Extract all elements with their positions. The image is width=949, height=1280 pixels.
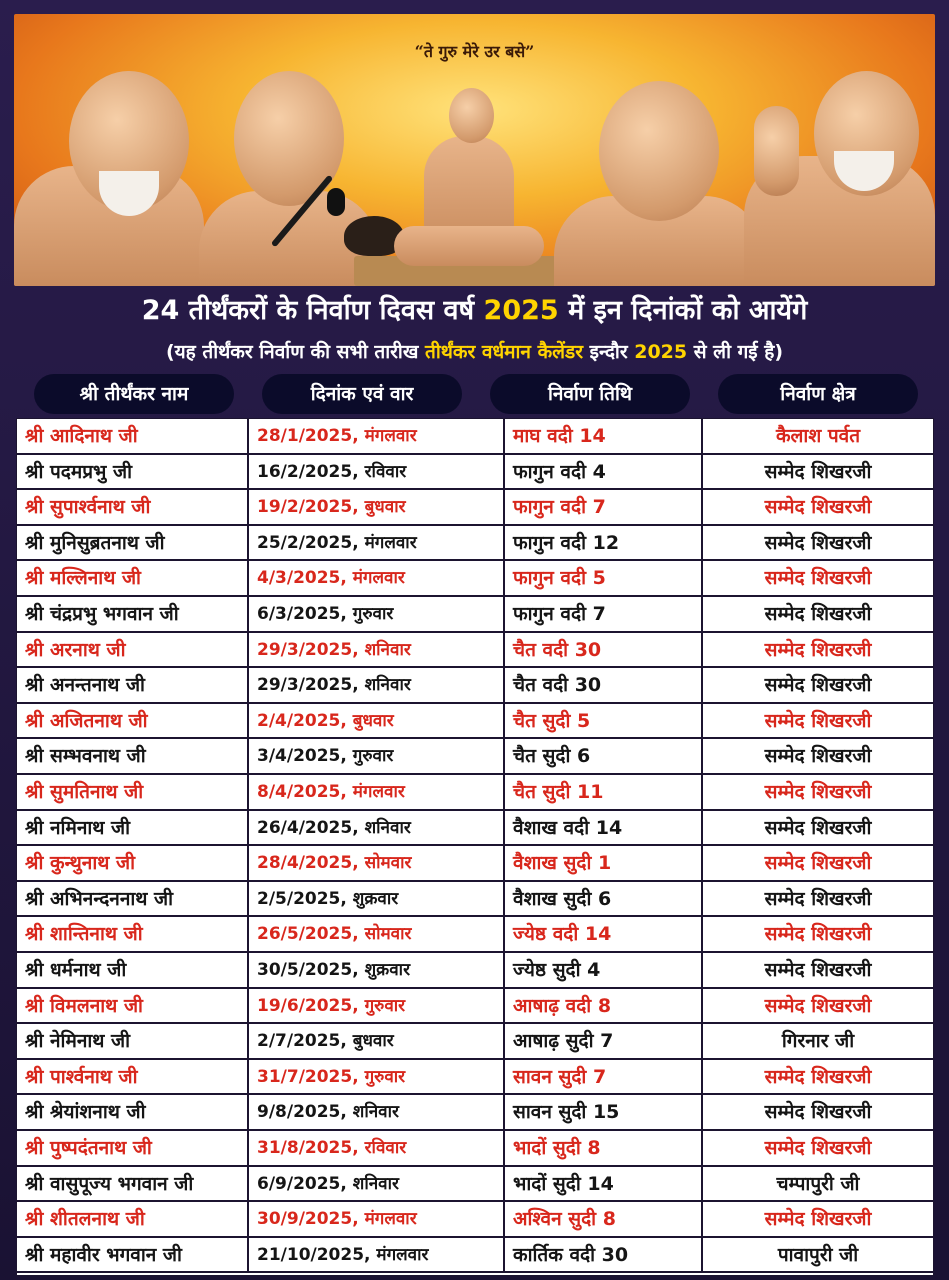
table-row: [17, 668, 933, 704]
place-cell: सम्मेद शिखरजी: [764, 1208, 872, 1231]
date-cell: 8/4/2025, मंगलवार: [249, 775, 505, 809]
tithi-cell: माघ वदी 14: [505, 419, 703, 453]
table-row: [17, 1131, 933, 1167]
tirthankar-name-cell: श्री पदमप्रभु जी: [17, 455, 249, 489]
table-row: [17, 846, 933, 882]
tirthankar-name-cell: श्री अजितनाथ जी: [17, 704, 249, 738]
place-cell: सम्मेद शिखरजी: [764, 923, 872, 946]
tithi-cell: भादों सुदी 8: [505, 1131, 703, 1165]
tirthankar-name-cell: श्री अनन्तनाथ जी: [17, 668, 249, 702]
place-cell: सम्मेद शिखरजी: [764, 781, 872, 803]
place-cell: पावापुरी जी: [777, 1243, 859, 1266]
tithi-cell: ज्येष्ठ सुदी 4: [505, 953, 703, 987]
subheadline-text-3: से ली गई है): [687, 341, 784, 363]
headline-year: 2025: [483, 295, 559, 326]
table-row: [17, 1167, 933, 1203]
tithi-cell: ज्येष्ठ वदी 14: [505, 917, 703, 951]
tirthankar-name-cell: श्री सुपार्श्वनाथ जी: [17, 490, 249, 524]
tithi-cell: वैशाख सुदी 6: [505, 882, 703, 916]
date-cell: 2/4/2025, बुधवार: [249, 704, 505, 738]
table-row: [17, 455, 933, 491]
guru-portrait-1: [14, 41, 204, 286]
place-cell: सम्मेद शिखरजी: [764, 496, 872, 519]
tirthankar-name-cell: श्री धर्मनाथ जी: [17, 953, 249, 987]
date-cell: 31/8/2025, रविवार: [249, 1131, 505, 1165]
tirthankar-name-cell: श्री श्रेयांशनाथ जी: [17, 1095, 249, 1129]
date-cell: 6/3/2025, गुरुवार: [249, 597, 505, 631]
tithi-cell: चैत वदी 30: [505, 668, 703, 702]
tithi-cell: अश्विन सुदी 8: [505, 1202, 703, 1236]
table-row: [17, 882, 933, 918]
table-row: [17, 1095, 933, 1131]
place-cell: सम्मेद शिखरजी: [764, 531, 872, 554]
table-row: [17, 1238, 933, 1274]
column-header-date: दिनांक एवं वार: [262, 374, 462, 414]
table-row: [17, 739, 933, 775]
tirthankar-name-cell: श्री शान्तिनाथ जी: [17, 917, 249, 951]
tirthankar-name-cell: श्री अरनाथ जी: [17, 633, 249, 667]
tithi-cell: आषाढ़ सुदी 7: [505, 1024, 703, 1058]
place-cell: सम्मेद शिखरजी: [764, 994, 872, 1017]
tirthankar-name-cell: श्री अभिनन्दननाथ जी: [17, 882, 249, 916]
place-cell: सम्मेद शिखरजी: [764, 638, 872, 661]
place-cell: सम्मेद शिखरजी: [764, 1065, 872, 1088]
date-cell: 21/10/2025, मंगलवार: [249, 1238, 505, 1272]
date-cell: 19/6/2025, गुरुवार: [249, 989, 505, 1023]
table-row: [17, 633, 933, 669]
tirthankar-name-cell: श्री नेमिनाथ जी: [17, 1024, 249, 1058]
tirthankar-name-cell: श्री महावीर भगवान जी: [17, 1238, 249, 1272]
date-cell: 30/9/2025, मंगलवार: [249, 1202, 505, 1236]
date-cell: 31/7/2025, गुरुवार: [249, 1060, 505, 1094]
table-row: [17, 704, 933, 740]
place-cell: सम्मेद शिखरजी: [764, 887, 872, 910]
place-cell: सम्मेद शिखरजी: [764, 1101, 872, 1124]
table-row: [17, 1060, 933, 1096]
tirthankar-name-cell: श्री वासुपूज्य भगवान जी: [17, 1167, 249, 1201]
subheadline-text-1: (यह तीर्थंकर निर्वाण की सभी तारीख: [165, 341, 426, 363]
tirthankar-name-cell: श्री सम्भवनाथ जी: [17, 739, 249, 773]
tithi-cell: फागुन वदी 7: [505, 597, 703, 631]
date-cell: 26/4/2025, शनिवार: [249, 811, 505, 845]
tithi-cell: आषाढ़ वदी 8: [505, 989, 703, 1023]
table-row: [17, 989, 933, 1025]
tithi-cell: फागुन वदी 12: [505, 526, 703, 560]
tithi-cell: फागुन वदी 7: [505, 490, 703, 524]
table-row: [17, 490, 933, 526]
place-cell: सम्मेद शिखरजी: [764, 852, 872, 875]
tithi-cell: वैशाख सुदी 1: [505, 846, 703, 880]
place-cell: सम्मेद शिखरजी: [764, 603, 872, 625]
guru-portrait-4: [554, 61, 764, 286]
subheadline-year: 2025: [634, 341, 688, 363]
date-cell: 9/8/2025, शनिवार: [249, 1095, 505, 1129]
tirthankar-name-cell: श्री चंद्रप्रभु भगवान जी: [17, 597, 249, 631]
place-cell: सम्मेद शिखरजी: [764, 567, 872, 590]
table-row: [17, 917, 933, 953]
date-cell: 2/5/2025, शुक्रवार: [249, 882, 505, 916]
date-cell: 6/9/2025, शनिवार: [249, 1167, 505, 1201]
date-cell: 3/4/2025, गुरुवार: [249, 739, 505, 773]
tirthankar-name-cell: श्री आदिनाथ जी: [17, 419, 249, 453]
tirthankar-name-cell: श्री पुष्पदंतनाथ जी: [17, 1131, 249, 1165]
guru-portrait-3: [344, 56, 574, 286]
subheadline: [0, 338, 949, 364]
tithi-cell: सावन सुदी 7: [505, 1060, 703, 1094]
subheadline-text-2: इन्दौर: [583, 341, 635, 363]
table-row: [17, 419, 933, 455]
tirthankar-name-cell: श्री विमलनाथ जी: [17, 989, 249, 1023]
table-row: [17, 597, 933, 633]
tirthankar-name-cell: श्री कुन्थुनाथ जी: [17, 846, 249, 880]
table-row: [17, 1024, 933, 1060]
tirthankar-name-cell: श्री नमिनाथ जी: [17, 811, 249, 845]
date-cell: 25/2/2025, मंगलवार: [249, 526, 505, 560]
banner-tagline: “ते गुरु मेरे उर बसे”: [414, 42, 535, 61]
tithi-cell: चैत वदी 30: [505, 633, 703, 667]
place-cell: सम्मेद शिखरजी: [764, 709, 872, 732]
tithi-cell: भादों सुदी 14: [505, 1167, 703, 1201]
tithi-cell: सावन सुदी 15: [505, 1095, 703, 1129]
tithi-cell: कार्तिक वदी 30: [505, 1238, 703, 1272]
tithi-cell: चैत सुदी 5: [505, 704, 703, 738]
date-cell: 29/3/2025, शनिवार: [249, 668, 505, 702]
place-cell: सम्मेद शिखरजी: [764, 460, 872, 483]
tithi-cell: चैत सुदी 11: [505, 775, 703, 809]
column-header-tithi: निर्वाण तिथि: [490, 374, 690, 414]
subheadline-source: तीर्थंकर वर्धमान कैलेंडर: [425, 341, 583, 363]
tirthankar-name-cell: श्री मल्लिनाथ जी: [17, 561, 249, 595]
headline-text-1: 24 तीर्थंकरों के निर्वाण दिवस वर्ष: [141, 295, 484, 326]
tirthankar-name-cell: श्री सुमतिनाथ जी: [17, 775, 249, 809]
date-cell: 30/5/2025, शुक्रवार: [249, 953, 505, 987]
tithi-cell: फागुन वदी 5: [505, 561, 703, 595]
headline-text-2: में इन दिनांकों को आयेंगे: [558, 295, 808, 326]
table-row: [17, 561, 933, 597]
table-row: [17, 775, 933, 811]
date-cell: 2/7/2025, बुधवार: [249, 1024, 505, 1058]
place-cell: सम्मेद शिखरजी: [764, 1137, 872, 1159]
place-cell: चम्पापुरी जी: [776, 1172, 860, 1195]
table-row: [17, 811, 933, 847]
date-cell: 16/2/2025, रविवार: [249, 455, 505, 489]
table-row: [17, 526, 933, 562]
table-row: [17, 953, 933, 989]
place-cell: सम्मेद शिखरजी: [764, 674, 872, 697]
date-cell: 28/4/2025, सोमवार: [249, 846, 505, 880]
date-cell: 19/2/2025, बुधवार: [249, 490, 505, 524]
date-cell: 4/3/2025, मंगलवार: [249, 561, 505, 595]
tirthankar-name-cell: श्री पार्श्वनाथ जी: [17, 1060, 249, 1094]
place-cell: सम्मेद शिखरजी: [764, 745, 872, 768]
place-cell: गिरनार जी: [781, 1030, 855, 1053]
date-cell: 28/1/2025, मंगलवार: [249, 419, 505, 453]
tirthankar-name-cell: श्री मुनिसुब्रतनाथ जी: [17, 526, 249, 560]
nirvana-table: [16, 418, 934, 1276]
headline: [0, 290, 949, 327]
tithi-cell: वैशाख वदी 14: [505, 811, 703, 845]
guru-portrait-5: [744, 51, 935, 286]
place-cell: सम्मेद शिखरजी: [764, 959, 872, 981]
tirthankar-name-cell: श्री शीतलनाथ जी: [17, 1202, 249, 1236]
tithi-cell: चैत सुदी 6: [505, 739, 703, 773]
column-header-name: श्री तीर्थंकर नाम: [34, 374, 234, 414]
column-header-place: निर्वाण क्षेत्र: [718, 374, 918, 414]
gurus-banner: [14, 14, 935, 286]
table-row: [17, 1202, 933, 1238]
tithi-cell: फागुन वदी 4: [505, 455, 703, 489]
date-cell: 26/5/2025, सोमवार: [249, 917, 505, 951]
place-cell: सम्मेद शिखरजी: [764, 816, 872, 839]
date-cell: 29/3/2025, शनिवार: [249, 633, 505, 667]
place-cell: कैलाश पर्वत: [775, 425, 861, 447]
